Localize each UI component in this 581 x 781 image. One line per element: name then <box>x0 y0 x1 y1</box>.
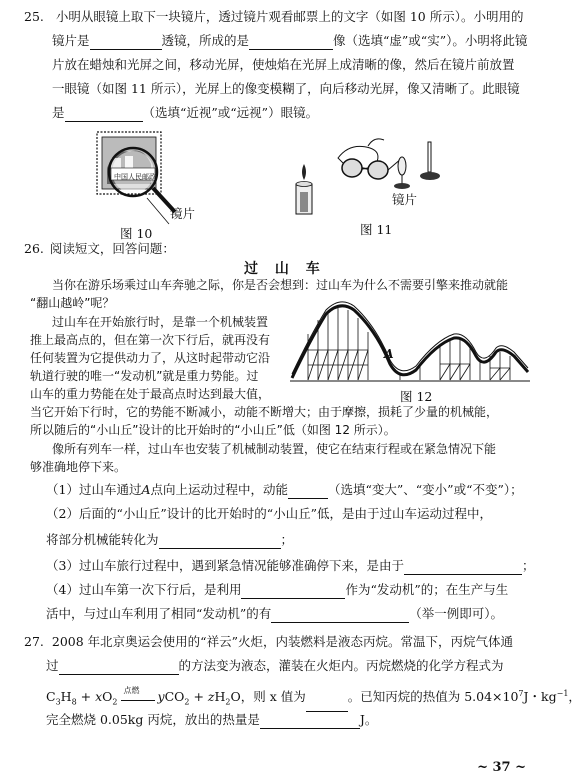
eq-reaction-arrow <box>121 686 155 701</box>
fig10-stamp-text: 中国人民邮政 <box>114 173 156 181</box>
q25-line-4: 一眼镜（如图 11 所示），光屏上的像变模糊了，向后移动光屏，像又清晰了。此眼镜 <box>52 81 520 96</box>
q27-text-4a: 完全燃烧 0.05kg 丙烷，放出的热量是 <box>46 712 260 727</box>
s3-text-a: （3）过山车旅行过程中，遇到紧急情况能够准确停下来，是由于 <box>46 558 404 573</box>
eq-h: H <box>60 689 72 705</box>
s3-blank-reason[interactable] <box>404 560 522 575</box>
eq-sub-3: 3 <box>55 697 61 707</box>
eq-end: ， <box>568 689 581 705</box>
eq-unit-exp: −1 <box>556 689 569 698</box>
q25-line-2 <box>52 32 527 50</box>
passage-p3a: 像所有列车一样，过山车也安装了机械制动装置，使它在结束行程或在紧急情况下能 <box>52 442 497 456</box>
s2-blank-energy[interactable] <box>159 534 281 549</box>
eq-o-end: O <box>230 689 241 705</box>
s2-text-b: 将部分机械能转化为 <box>46 532 159 547</box>
q25-text-5a: 是 <box>52 105 65 120</box>
q27-blank-x-value[interactable] <box>306 697 348 712</box>
q25-text-2c: 像（选填“虚”或“实”）。小明将此镜 <box>333 33 528 48</box>
q26-number: 26. <box>24 241 44 256</box>
eq-o: O <box>102 689 113 705</box>
q26-header <box>24 240 175 258</box>
page-number: ~ 37 ~ <box>477 760 526 775</box>
eq-sub-2a: 2 <box>112 697 118 707</box>
eq-plus-1: + <box>76 689 96 705</box>
s4-text-b: 作为“发动机”的；在生产与生 <box>345 582 509 597</box>
q25-text-5b: （选填“近视”或“远视”）眼镜。 <box>142 105 319 120</box>
eq-exp: 7 <box>518 689 524 698</box>
q25-blank-image-type[interactable] <box>249 35 333 50</box>
passage-p2f: 当它开始下行时，它的势能不断减小，动能不断增大；由于摩擦，损耗了少量的机械能， <box>30 405 499 419</box>
eq-z: z <box>207 689 215 705</box>
passage-p2e: 山车的重力势能在处于最高点时达到最大值， <box>30 387 271 401</box>
fig11-caption: 图 11 <box>360 222 393 237</box>
eq-tail: ，则 x 值为 <box>240 689 306 705</box>
s4-blank-example[interactable] <box>271 608 409 623</box>
s2-text-c: ； <box>280 532 294 547</box>
eq-y: y <box>157 689 165 705</box>
q27-text-1: 2008 年北京奥运会使用的“祥云”火炬，内装燃料是液态丙烷。常温下，丙烷气体通 <box>51 634 513 649</box>
eq-condition: 点燃 <box>123 686 140 696</box>
passage-p2g: 所以随后的“小山丘”设计的比开始时的“小山丘”低（如图 12 所示）。 <box>30 423 396 437</box>
eq-c: C <box>46 689 56 705</box>
q25-blank-glasses-type[interactable] <box>65 107 143 122</box>
passage-p1b: “翻山越岭”呢？ <box>30 296 115 310</box>
q27-equation-line <box>46 685 581 712</box>
q27-line-1 <box>24 633 513 651</box>
q25-text-1: 小明从眼镜上取下一块镜片，透过镜片观看邮票上的文字（如图 10 所示）。小明用的 <box>55 9 524 24</box>
s4-text-a: （4）过山车第一次下行后，是利用 <box>46 582 242 597</box>
eq-co: CO <box>164 689 185 705</box>
passage-p2b: 推上最高点的，但在第一次下行后，就再没有 <box>30 333 271 347</box>
q27-line-4 <box>46 711 377 729</box>
q26-sub4-b <box>46 605 503 623</box>
passage-p2d: 轨道行驶的唯一“发动机”就是重力势能。过 <box>30 369 259 383</box>
fig10-lens-label: 镜片 <box>170 206 196 221</box>
passage-p3b: 够准确地停下来。 <box>30 460 127 474</box>
q26-sub2-b <box>46 531 293 549</box>
eq-sub-8: 8 <box>71 697 77 707</box>
passage-title: 过 山 车 <box>244 261 326 277</box>
q26-sub1 <box>46 481 523 499</box>
eq-plus-2: + <box>189 689 208 705</box>
passage-p2c: 任何装置为它提供动力了，从这时起带动它沿 <box>30 351 271 365</box>
fig11-lens-label: 镜片 <box>392 192 418 207</box>
q27-line-2 <box>46 657 504 675</box>
q27-blank-method[interactable] <box>59 660 179 675</box>
q25-line-1 <box>24 8 523 26</box>
q27-blank-heat[interactable] <box>260 714 360 729</box>
eq-sub-2c: 2 <box>225 697 231 707</box>
eq-tail2: 。已知丙烷的热值为 5.04×10 <box>347 689 519 705</box>
q27-text-2a: 过 <box>46 658 59 673</box>
q26-sub4-a <box>46 581 508 599</box>
q27-number: 27. <box>24 634 44 649</box>
q27-text-4b: J。 <box>359 712 378 727</box>
s1-blank-kinetic[interactable] <box>288 484 328 499</box>
eq-h2: H <box>214 689 226 705</box>
q25-line-3: 片放在蜡烛和光屏之间，移动光屏，使烛焰在光屏上成清晰的像，然后在镜片前放置 <box>52 57 515 72</box>
q25-text-2b: 透镜，所成的是 <box>161 33 250 48</box>
passage-p2a: 过山车在开始旅行时，是靠一个机械装置 <box>52 315 269 329</box>
s3-text-b: ； <box>521 558 535 573</box>
q25-number: 25. <box>24 9 44 24</box>
q25-line-5 <box>52 104 318 122</box>
q26-sub3 <box>46 557 534 575</box>
passage-p1a: 当你在游乐场乘过山车奔驰之际，你是否会想到：过山车为什么不需要引擎来推动就能 <box>52 278 509 292</box>
s1-text-d: （选填“变大”、“变小”或“不变”）； <box>328 482 523 497</box>
q26-sub2-a: （2）后面的“小山丘”设计的比开始时的“小山丘”低，是由于过山车运动过程中， <box>46 506 493 521</box>
s1-text-c: 点向上运动过程中，动能 <box>150 482 289 497</box>
s4-text-c: 活中，与过山车利用了相同“发动机”的有 <box>46 606 272 621</box>
s1-point: A <box>141 482 151 497</box>
q25-blank-lens-type[interactable] <box>90 35 162 50</box>
s4-text-d: （举一例即可）。 <box>409 606 504 621</box>
eq-sub-2b: 2 <box>184 697 190 707</box>
s4-blank-engine[interactable] <box>241 584 345 599</box>
fig10-caption: 图 10 <box>120 226 153 241</box>
eq-x: x <box>95 689 103 705</box>
fig12-caption: 图 12 <box>400 389 433 404</box>
q26-intro: 阅读短文，回答问题： <box>49 241 175 256</box>
eq-unit: J・kg <box>523 689 557 705</box>
q25-text-2a: 镜片是 <box>52 33 90 48</box>
fig12-point-a: A <box>384 346 394 361</box>
q27-text-2b: 的方法变为液态，灌装在火炬内。丙烷燃烧的化学方程式为 <box>178 658 504 673</box>
s1-text-a: （1）过山车通过 <box>46 482 142 497</box>
figure-12-roller-coaster <box>290 300 530 382</box>
